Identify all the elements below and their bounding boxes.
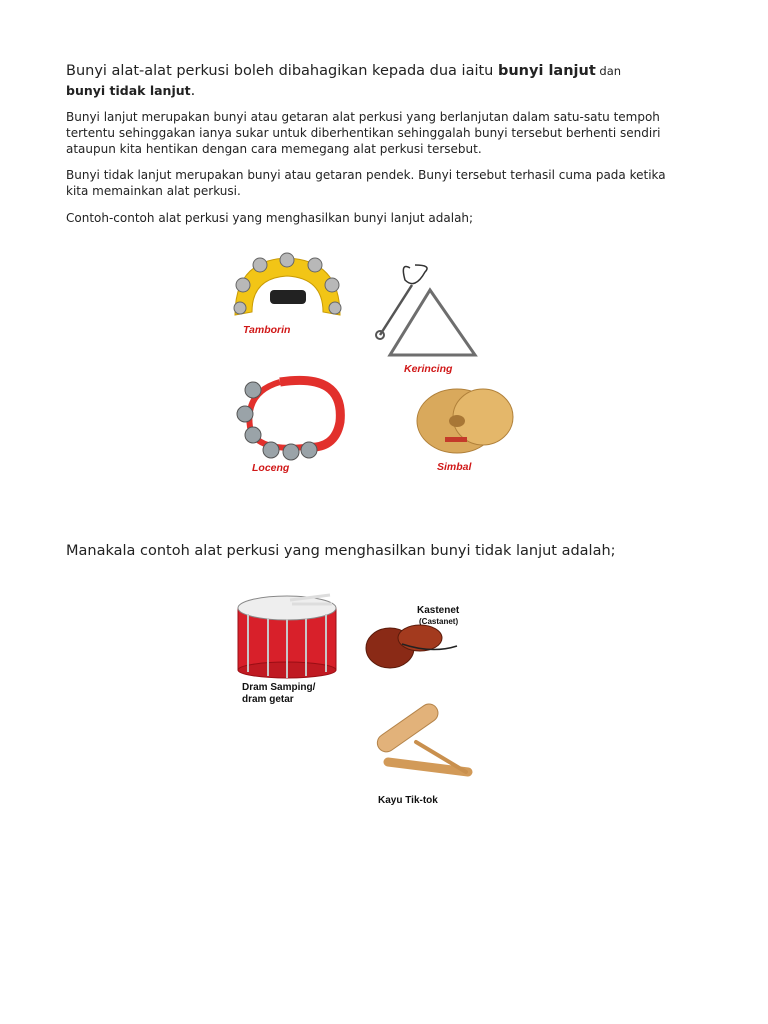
heading-bunyi-tidak-lanjut: Manakala contoh alat perkusi yang menghasilkan bunyi tidak lanjut adalah; bbox=[66, 543, 616, 559]
paragraph-bunyi-lanjut: Bunyi lanjut merupakan bunyi atau getaran alat perkusi yang berlanjutan dalam satu-satu tempoh tertentu sehinggakan ianya sukar untuk diberhentikan sehinggalah bunyi tersebut berhenti sendiri ataupun kita hentikan dengan cara memegang alat perkusi tersebut. bbox=[66, 110, 661, 156]
label-kayu-tiktok: Kayu Tik-tok bbox=[378, 795, 438, 806]
intro-bold-1: bunyi lanjut bbox=[497, 63, 596, 79]
castanet-image bbox=[362, 602, 482, 677]
intro-bold-2: bunyi tidak lanjut bbox=[66, 83, 191, 98]
drum-icon bbox=[230, 592, 345, 680]
label-dram-line1: Dram Samping/ bbox=[242, 682, 316, 693]
paragraph-contoh-lanjut: Contoh-contoh alat perkusi yang menghasilkan bunyi lanjut adalah; bbox=[66, 211, 474, 225]
label-tamborin: Tamborin bbox=[243, 324, 291, 336]
tambourine-image bbox=[225, 250, 350, 345]
label-dram-line2: dram getar bbox=[242, 694, 294, 705]
cymbals-image bbox=[415, 385, 520, 480]
castanet-icon bbox=[362, 624, 482, 674]
intro-text-2: dan bbox=[595, 64, 622, 78]
label-kerincing: Kerincing bbox=[404, 363, 453, 375]
intro-paragraph bbox=[66, 61, 686, 101]
triangle-icon bbox=[370, 260, 490, 365]
bells-image bbox=[235, 372, 350, 482]
tiktok-image bbox=[368, 700, 478, 810]
bells-icon bbox=[235, 372, 350, 462]
label-loceng: Loceng bbox=[252, 462, 290, 474]
label-castanet: (Castanet) bbox=[419, 617, 459, 626]
triangle-image bbox=[370, 260, 490, 380]
woodblock-icon bbox=[368, 700, 478, 785]
drum-image bbox=[230, 592, 345, 707]
label-kastenet: Kastenet bbox=[417, 605, 460, 616]
cymbals-icon bbox=[415, 385, 520, 457]
intro-text-1: Bunyi alat-alat perkusi boleh dibahagikan kepada dua iaitu bbox=[66, 63, 498, 79]
intro-text-3: . bbox=[190, 83, 196, 99]
label-simbal: Simbal bbox=[437, 461, 472, 473]
paragraph-bunyi-tidak-lanjut: Bunyi tidak lanjut merupakan bunyi atau getaran pendek. Bunyi tersebut terhasil cuma pada ketika kita memainkan alat perkusi. bbox=[66, 168, 666, 198]
